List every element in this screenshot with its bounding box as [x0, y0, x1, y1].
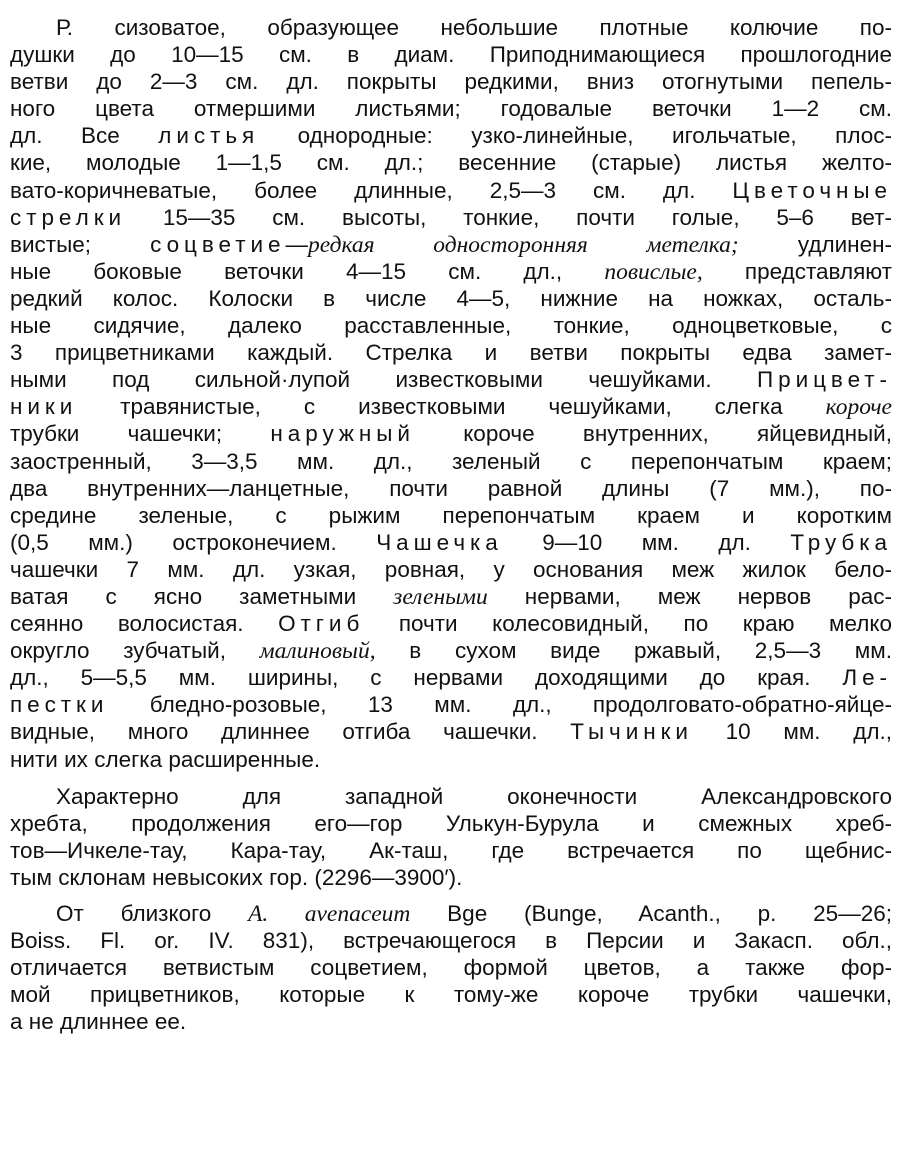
text-line: [10, 258, 892, 285]
text-segment: удлинен-: [738, 231, 893, 257]
text-segment: заостренный, 3—3,5 мм. дл., зеленый с перепончатым краем;: [10, 448, 892, 474]
spaced-term: соцветие: [150, 231, 286, 257]
text-line: [10, 14, 892, 41]
paragraph-gap: [10, 773, 892, 783]
text-segment: видные, много длиннее отгиба чашечки.: [10, 719, 571, 745]
text-segment: 3 прицветниками каждый. Стрелка и ветви покрыты едва замет-: [10, 340, 892, 366]
text-segment: От близкого: [56, 901, 249, 926]
text-line: [10, 41, 892, 68]
paragraph-description: [10, 14, 892, 773]
text-segment: два внутренних—ланцетные, почти равной длины (7 мм.), по-: [10, 475, 892, 501]
text-line: [10, 927, 892, 954]
text-line: [10, 637, 892, 664]
italic-text: малиновый,: [259, 638, 376, 665]
italic-text: A. avenaceum: [248, 901, 411, 927]
text-line: [10, 95, 892, 122]
text-line: [10, 339, 892, 366]
text-segment: трубки чашечки;: [10, 421, 271, 447]
text-segment: а не длиннее ее.: [10, 1009, 187, 1035]
italic-text: короче: [825, 394, 892, 421]
text-segment: короче внутренних, яйцевидный,: [414, 421, 893, 447]
text-segment: в сухом виде ржавый, 2,5—3 мм.: [375, 638, 892, 664]
text-segment: ными под сильной·лупой известковыми чешуйками.: [10, 367, 757, 393]
text-segment: Bge (Bunge, Acanth., p. 25—26;: [410, 901, 892, 926]
text-line: [10, 664, 892, 691]
text-segment: травянистые, с известковыми чешуйками, слегка: [77, 394, 826, 420]
text-segment: мой прицветников, которые к тому-же короче трубки чашечки,: [10, 982, 892, 1008]
text-segment: Характерно для западной оконечности Александровского: [56, 783, 892, 809]
text-segment: кие, молодые 1—1,5 см. дл.; весенние (старые) листья желто-: [10, 150, 892, 176]
text-line: [10, 556, 892, 583]
text-line: [10, 204, 892, 231]
text-segment: Boiss. Fl. or. IV. 831), встречающегося в Персии и Закасп. обл.,: [10, 928, 892, 954]
text-segment: дл., 5—5,5 мм. ширины, с нервами доходящими до края.: [10, 665, 843, 691]
text-segment: 15—35 см. высоты, тонкие, почти голые, 5–6 вет-: [126, 204, 892, 230]
italic-text: зелеными: [393, 583, 488, 610]
text-segment: ные боковые веточки 4—15 см. дл.,: [10, 258, 605, 284]
text-segment: хребта, продолжения его—гор Улькун-Бурула и смежных хреб-: [10, 810, 892, 836]
text-line: [10, 366, 892, 393]
text-segment: отличается ветвистым соцветием, формой цветов, а также фор-: [10, 955, 892, 981]
spaced-term: листья: [158, 123, 260, 149]
text-line: [10, 475, 892, 502]
text-line: [10, 954, 892, 981]
text-segment: тым склонам невысоких гор. (2296—3900′).: [10, 864, 463, 890]
spaced-term: ники: [10, 394, 78, 420]
text-line: [10, 68, 892, 95]
text-segment: ные сидячие, далеко расставленные, тонкие, одноцветковые, с: [10, 313, 892, 339]
text-segment: представляют: [702, 258, 892, 284]
spaced-term: Отгиб: [278, 611, 365, 637]
text-segment: чашечки 7 мм. дл. узкая, ровная, у основания меж жилок бело-: [10, 556, 892, 582]
text-segment: почти колесовидный, по краю мелко: [364, 611, 892, 637]
text-line: [10, 837, 892, 864]
text-line: [10, 1008, 892, 1035]
text-segment: вистые;: [10, 231, 151, 257]
text-segment: ватая с ясно заметными: [10, 583, 394, 609]
spaced-term: Чашечка: [376, 529, 503, 555]
spaced-term: Тычинки: [570, 719, 693, 745]
text-segment: бледно-розовые, 13 мм. дл., продолговато-обратно-яйце-: [108, 692, 892, 718]
text-segment: сеянно волосистая.: [10, 611, 279, 637]
spaced-term: Трубка: [790, 529, 892, 555]
text-line: [10, 285, 892, 312]
italic-text: повислые,: [604, 258, 703, 285]
text-segment: дл. Все: [10, 123, 159, 149]
text-line: [10, 177, 892, 204]
text-line: [10, 783, 892, 810]
spaced-term: пестки: [10, 692, 109, 718]
text-segment: редкий колос. Колоски в числе 4—5, нижние на ножках, осталь-: [10, 285, 892, 311]
italic-text: редкая односторонняя метелка;: [307, 231, 739, 258]
text-segment: нити их слегка расширенные.: [10, 746, 321, 772]
text-segment: ного цвета отмершими листьями; годовалые веточки 1—2 см.: [10, 96, 892, 122]
text-line: [10, 610, 892, 637]
spaced-term: стрелки: [10, 204, 127, 230]
text-line: [10, 312, 892, 339]
text-line: [10, 529, 892, 556]
text-line: [10, 900, 892, 927]
spaced-term: Ле-: [842, 665, 892, 691]
text-segment: ветви до 2—3 см. дл. покрыты редкими, вниз отогнутыми пепель-: [10, 69, 892, 95]
text-segment: округло зубчатый,: [10, 638, 260, 664]
text-segment: —: [285, 231, 308, 257]
text-segment: (0,5 мм.) остроконечием.: [10, 529, 377, 555]
text-line: [10, 583, 892, 610]
text-line: [10, 981, 892, 1008]
text-segment: тов—Ичкеле-тау, Кара-тау, Ак-таш, где встречается по щебнис-: [10, 837, 892, 863]
text-line: [10, 231, 892, 258]
paragraph-distribution: [10, 783, 892, 891]
text-line: [10, 420, 892, 447]
text-line: [10, 746, 892, 773]
text-segment: средине зеленые, с рыжим перепончатым краем и коротким: [10, 502, 892, 528]
paragraph-gap: [10, 891, 892, 900]
text-line: [10, 122, 892, 149]
document-page: [10, 14, 892, 1035]
spaced-term: Цветочные: [732, 177, 892, 203]
spaced-term: Прицвет-: [756, 367, 892, 393]
spaced-term: наружный: [270, 421, 415, 447]
text-segment: однородные: узко-линейные, игольчатые, плос-: [259, 123, 892, 149]
text-segment: вато-коричневатые, более длинные, 2,5—3 см. дл.: [10, 177, 733, 203]
text-line: [10, 718, 892, 745]
text-line: [10, 149, 892, 176]
text-segment: душки до 10—15 см. в диам. Приподнимающиеся прошлогодние: [10, 42, 892, 68]
text-segment: нервами, меж нервов рас-: [487, 583, 892, 609]
text-segment: Р. сизоватое, образующее небольшие плотные колючие по-: [56, 15, 892, 40]
text-line: [10, 448, 892, 475]
text-segment: 10 мм. дл.,: [692, 719, 893, 745]
text-segment: 9—10 мм. дл.: [502, 529, 791, 555]
paragraph-comparison: [10, 900, 892, 1035]
text-line: [10, 502, 892, 529]
text-line: [10, 393, 892, 420]
text-line: [10, 810, 892, 837]
text-line: [10, 864, 892, 891]
text-line: [10, 691, 892, 718]
